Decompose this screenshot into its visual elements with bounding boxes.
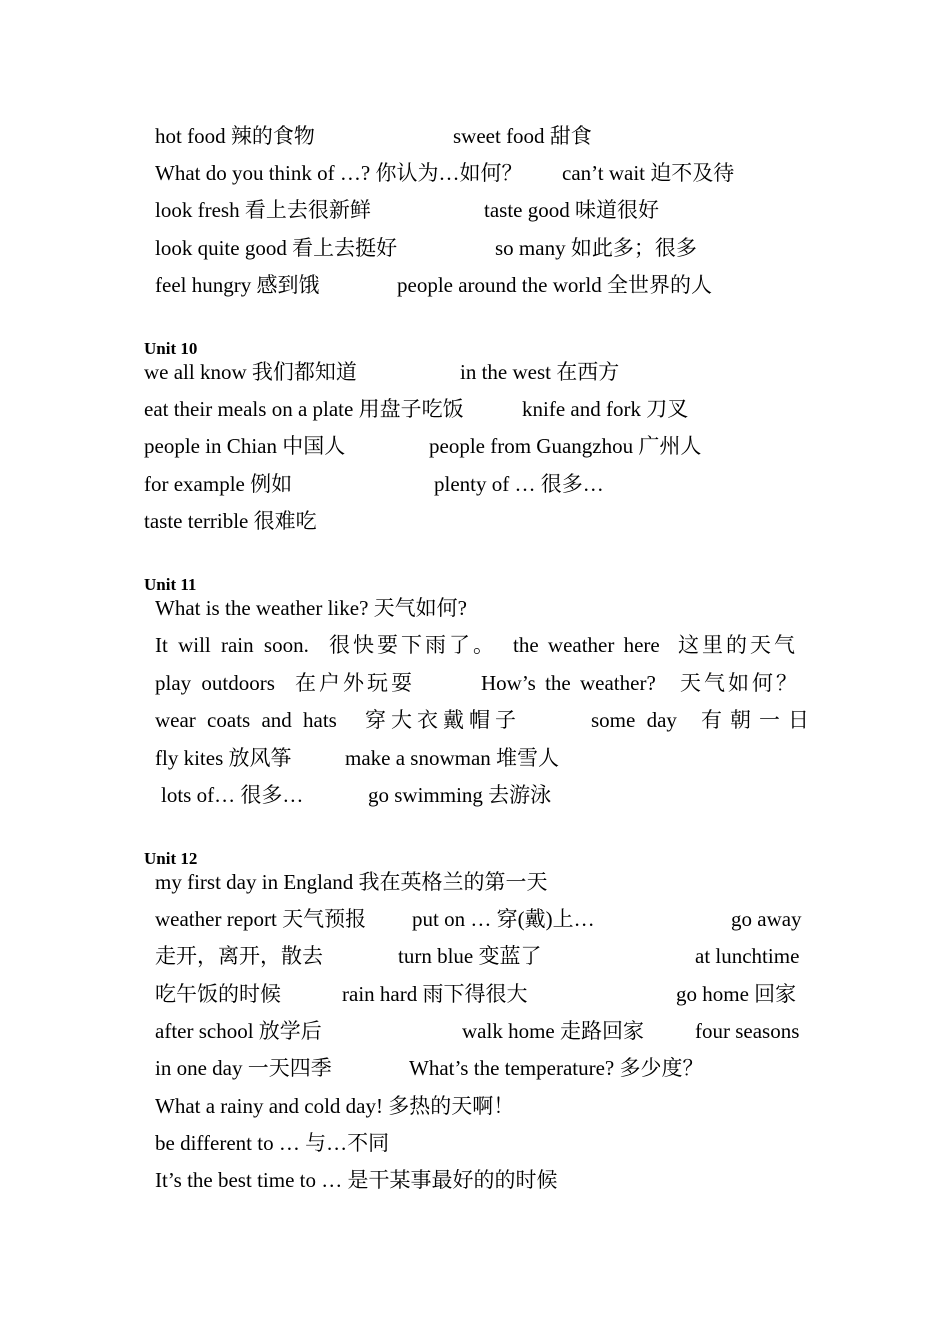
vocab-item: we all know 我们都知道 xyxy=(144,360,357,384)
vocab-item: at lunchtime xyxy=(695,944,800,968)
vocab-item: after school 放学后 xyxy=(155,1019,322,1043)
vocab-item: sweet food 甜食 xyxy=(453,124,592,148)
vocab-item: some day xyxy=(591,708,677,732)
vocab-item: hot food 辣的食物 xyxy=(155,124,315,148)
vocab-item: go away xyxy=(731,907,802,931)
vocab-item: people from Guangzhou 广州人 xyxy=(429,434,702,458)
vocab-item: can’t wait 迫不及待 xyxy=(562,161,735,185)
vocab-item: be different to … 与…不同 xyxy=(155,1131,390,1155)
vocab-item: What’s the temperature? 多少度？ xyxy=(409,1056,704,1080)
vocab-item: What is the weather like? 天气如何? xyxy=(155,596,467,620)
vocab-item: It’s the best time to … 是干某事最好的的时候 xyxy=(155,1168,558,1192)
vocab-item: play outdoors xyxy=(155,671,275,695)
vocab-item: in the west 在西方 xyxy=(460,360,620,384)
vocab-item: feel hungry 感到饿 xyxy=(155,273,320,297)
vocab-item: taste terrible 很难吃 xyxy=(144,509,317,533)
vocab-item: How’s the weather? xyxy=(481,671,656,695)
vocab-item: people around the world 全世界的人 xyxy=(397,273,712,297)
vocab-item: 很快要下雨了。 xyxy=(329,633,497,657)
vocab-item: lots of… 很多… xyxy=(161,783,304,807)
vocab-item: my first day in England 我在英格兰的第一天 xyxy=(155,870,548,894)
vocab-item: 穿大衣戴帽子 xyxy=(365,708,521,732)
vocab-item: go swimming 去游泳 xyxy=(368,783,552,807)
vocab-item: walk home 走路回家 xyxy=(462,1019,644,1043)
vocab-item: knife and fork 刀叉 xyxy=(522,397,689,421)
vocab-item: It will rain soon. xyxy=(155,633,309,657)
vocab-item: 吃午饭的时候 xyxy=(155,982,281,1006)
vocab-item: weather report 天气预报 xyxy=(155,907,367,931)
vocab-item: in one day 一天四季 xyxy=(155,1056,332,1080)
vocab-item: 在户外玩耍 xyxy=(295,671,415,695)
vocab-item: 有朝一日 xyxy=(701,708,817,732)
unit-heading: Unit 12 xyxy=(144,849,198,868)
vocab-item: 这里的天气 xyxy=(678,633,798,657)
vocab-item: wear coats and hats xyxy=(155,708,337,732)
vocab-item: 天气如何？ xyxy=(680,671,800,695)
vocab-item: rain hard 雨下得很大 xyxy=(342,982,528,1006)
vocab-item: taste good 味道很好 xyxy=(484,198,659,222)
vocab-item: for example 例如 xyxy=(144,472,293,496)
vocab-item: people in Chian 中国人 xyxy=(144,434,346,458)
vocab-item: eat their meals on a plate 用盘子吃饭 xyxy=(144,397,464,421)
vocab-item: the weather here xyxy=(513,633,660,657)
vocab-item: 走开，离开，散去 xyxy=(155,944,323,968)
vocab-item: make a snowman 堆雪人 xyxy=(345,746,560,770)
vocab-item: plenty of … 很多… xyxy=(434,472,604,496)
vocab-item: go home 回家 xyxy=(676,982,797,1006)
vocab-item: look quite good 看上去挺好 xyxy=(155,236,398,260)
vocab-item: turn blue 变蓝了 xyxy=(398,944,542,968)
vocab-item: What a rainy and cold day! 多热的天啊！ xyxy=(155,1094,515,1118)
vocab-item: put on … 穿(戴)上… xyxy=(412,907,595,931)
unit-heading: Unit 11 xyxy=(144,575,197,594)
unit-heading: Unit 10 xyxy=(144,339,198,358)
vocab-item: What do you think of …? 你认为…如何？ xyxy=(155,161,523,185)
vocab-item: fly kites 放风筝 xyxy=(155,746,292,770)
vocab-item: four seasons xyxy=(695,1019,800,1043)
vocab-item: look fresh 看上去很新鲜 xyxy=(155,198,371,222)
vocab-item: so many 如此多；很多 xyxy=(495,236,697,260)
